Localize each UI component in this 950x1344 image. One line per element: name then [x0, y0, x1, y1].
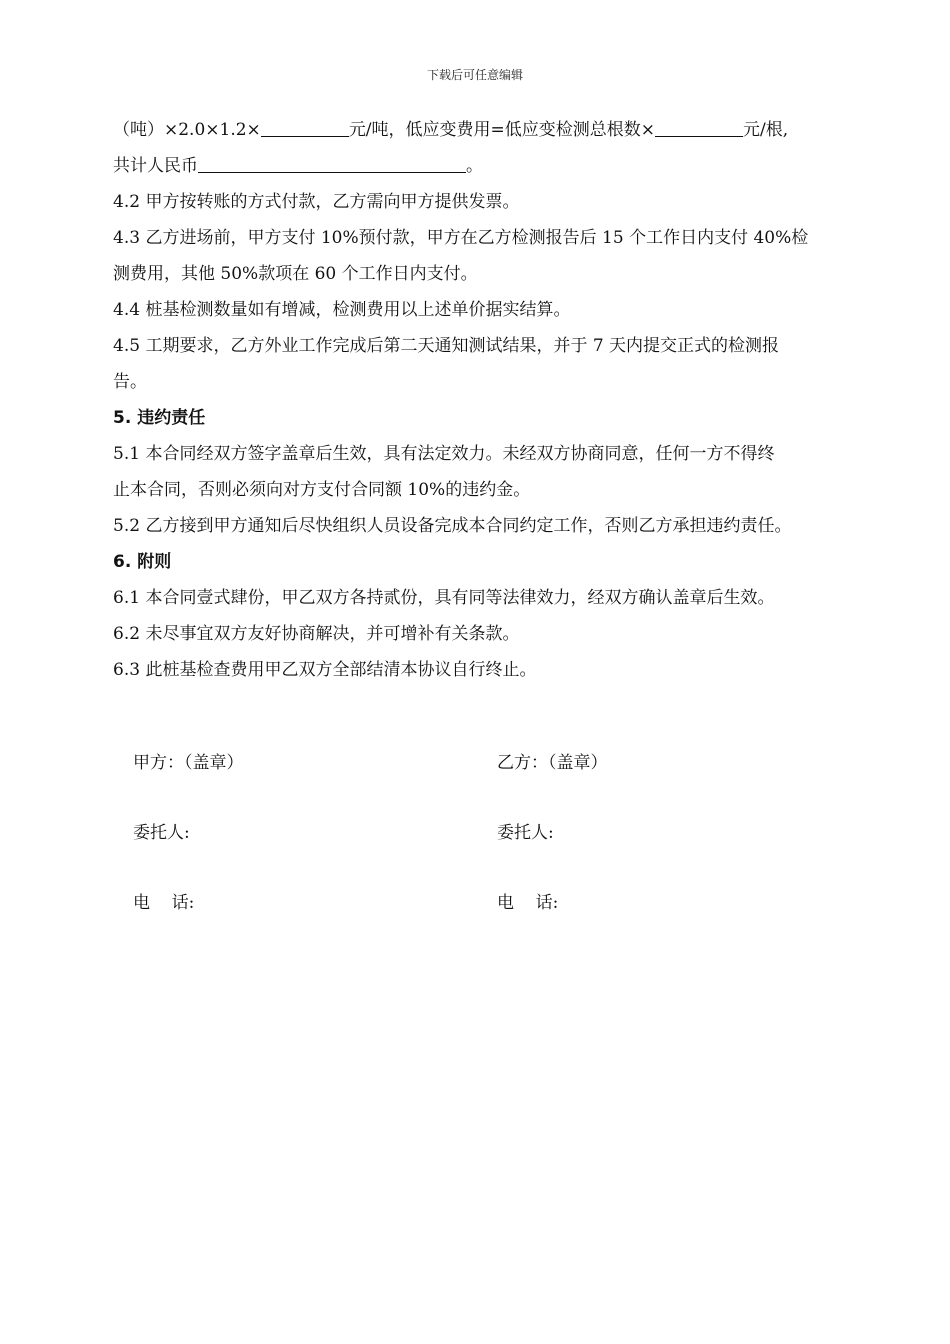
party-b-phone-label: 电 话: — [497, 893, 559, 913]
clause-4-2: 4.2 甲方按转账的方式付款，乙方需向甲方提供发票。 — [113, 192, 520, 212]
total-amount-blank[interactable] — [198, 152, 466, 173]
clause-4-3-line-2: 测费用，其他 50%款项在 60 个工作日内支付。 — [113, 264, 478, 284]
fee-formula-part-3: 元/根, — [743, 120, 789, 140]
clause-5-1-line-1: 5.1 本合同经双方签字盖章后生效，具有法定效力。未经双方协商同意，任何一方不得终 — [113, 444, 775, 464]
clause-5-1-line-2: 止本合同，否则必须向对方支付合同额 10%的违约金。 — [113, 480, 531, 500]
section-heading-5: 5. 违约责任 — [113, 408, 206, 428]
total-amount-label: 共计人民币 — [113, 156, 198, 176]
total-amount-end: 。 — [466, 156, 483, 176]
clause-4-3-line-1: 4.3 乙方进场前，甲方支付 10%预付款，甲方在乙方检测报告后 15 个工作日内支付 40%检 — [113, 228, 809, 248]
party-a-seal-label: 甲方：（盖章） — [133, 753, 244, 773]
clause-4-5-line-1: 4.5 工期要求，乙方外业工作完成后第二天通知测试结果，并于 7 天内提交正式的检测报 — [113, 336, 780, 356]
party-a-agent-label: 委托人: — [133, 823, 190, 843]
fee-formula-part-1: （吨）×2.0×1.2× — [113, 120, 261, 140]
unit-price-blank-2[interactable] — [655, 116, 743, 137]
fee-formula-line — [113, 112, 863, 148]
contract-body — [113, 112, 863, 688]
section-heading-6: 6. 附则 — [113, 552, 172, 572]
clause-6-1: 6.1 本合同壹式肆份，甲乙双方各持贰份，具有同等法律效力，经双方确认盖章后生效。 — [113, 588, 775, 608]
party-b-agent-label: 委托人: — [497, 823, 554, 843]
page-header: 下载后可任意编辑 — [426, 68, 523, 82]
clause-4-4: 4.4 桩基检测数量如有增减，检测费用以上述单价据实结算。 — [113, 300, 571, 320]
party-a-phone-label: 电 话: — [133, 893, 195, 913]
total-amount-line — [113, 148, 863, 184]
fee-formula-part-2: 元/吨，低应变费用=低应变检测总根数× — [348, 120, 656, 140]
party-b-seal-label: 乙方：（盖章） — [497, 753, 608, 773]
clause-4-5-line-2: 告。 — [113, 372, 147, 392]
unit-price-blank-1[interactable] — [261, 116, 349, 137]
clause-6-2: 6.2 未尽事宜双方友好协商解决，并可增补有关条款。 — [113, 624, 520, 644]
clause-6-3: 6.3 此桩基检查费用甲乙双方全部结清本协议自行终止。 — [113, 660, 537, 680]
clause-5-2: 5.2 乙方接到甲方通知后尽快组织人员设备完成本合同约定工作，否则乙方承担违约责任。 — [113, 516, 792, 536]
